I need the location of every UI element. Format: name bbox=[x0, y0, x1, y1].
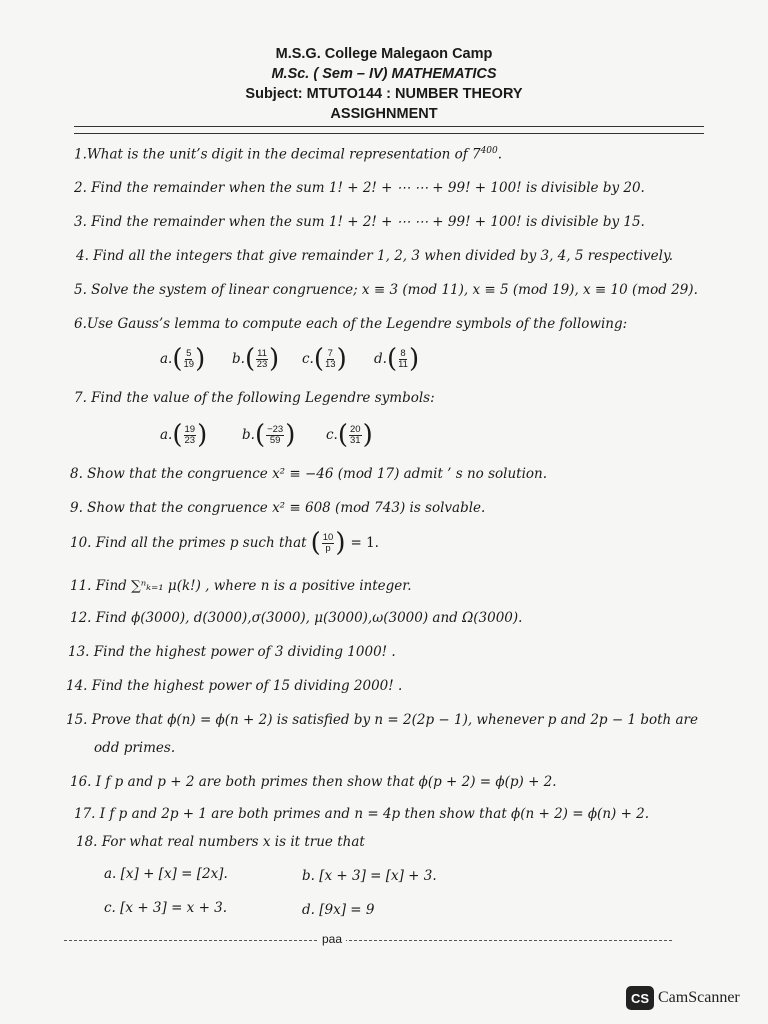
footer-divider bbox=[64, 940, 672, 941]
legendre-7c-den: 31 bbox=[350, 434, 361, 446]
camscanner-brand: CamScanner bbox=[658, 989, 740, 1006]
question-2: 2. Find the remainder when the sum 1! + 2! + ⋯ ⋯ + 99! + 100! is divisible by 20. bbox=[74, 180, 645, 196]
question-1 bbox=[74, 146, 502, 163]
legendre-6c: c. ( $\frac{7}{13}$ ) bbox=[302, 344, 347, 374]
question-18: 18. For what real numbers x is it true that bbox=[76, 834, 365, 850]
legendre-6d-label: d. bbox=[374, 351, 387, 367]
question-7: 7. Find the value of the following Legendre symbols: bbox=[74, 390, 435, 406]
legendre-6a: a. ( $\frac{5}{19}$ ) bbox=[160, 344, 206, 374]
question-9: 9. Show that the congruence x² ≡ 608 (mod 743) is solvable. bbox=[70, 500, 486, 516]
question-18b: b. [x + 3] = [x] + 3. bbox=[302, 868, 437, 884]
question-6: 6.Use Gauss’s lemma to compute each of the Legendre symbols of the following: bbox=[74, 316, 628, 332]
legendre-7a-label: a. bbox=[160, 427, 173, 443]
question-18a: a. [x] + [x] = [2x]. bbox=[104, 866, 228, 882]
question-10-den: p bbox=[325, 542, 331, 554]
legendre-6a-num: 5 bbox=[186, 347, 192, 359]
legendre-7b-den: 59 bbox=[269, 434, 281, 446]
legendre-6d-num: 8 bbox=[400, 347, 406, 359]
question-1-exponent: 400 bbox=[480, 146, 498, 156]
question-15: 15. Prove that ϕ(n) = ϕ(n + 2) is satisfied by n = 2(2p − 1), whenever p and 2p − 1 both are bbox=[66, 712, 698, 728]
legendre-7b: b. ( $\frac{-23}{59}$ ) bbox=[242, 420, 296, 450]
subject-title: Subject: MTUTO144 : NUMBER THEORY bbox=[245, 86, 523, 102]
legendre-6b-den: 23 bbox=[256, 358, 268, 370]
legendre-6b-label: b. bbox=[232, 351, 245, 367]
question-13: 13. Find the highest power of 3 dividing 1000! . bbox=[68, 644, 396, 660]
question-14: 14. Find the highest power of 15 dividing 2000! . bbox=[66, 678, 403, 694]
question-17: 17. I f p and 2p + 1 are both primes and n = 4p then show that ϕ(n + 2) = ϕ(n) + 2. bbox=[74, 806, 650, 822]
question-3: 3. Find the remainder when the sum 1! + 2! + ⋯ ⋯ + 99! + 100! is divisible by 15. bbox=[74, 214, 645, 230]
question-4: 4. Find all the integers that give remainder 1, 2, 3 when divided by 3, 4, 5 respectively. bbox=[76, 248, 674, 264]
legendre-7b-num: −23 bbox=[267, 423, 284, 435]
camscanner-watermark bbox=[626, 986, 740, 1010]
legendre-6a-den: 19 bbox=[183, 358, 195, 370]
camscanner-logo-icon: CS bbox=[626, 986, 654, 1010]
legendre-6c-den: 13 bbox=[325, 358, 336, 370]
question-11: 11. Find ∑ⁿₖ₌₁ μ(k!) , where n is a positive integer. bbox=[70, 578, 412, 594]
question-18d: d. [9x] = 9 bbox=[302, 902, 375, 918]
legendre-6d-den: 11 bbox=[398, 358, 408, 370]
legendre-6c-label: c. bbox=[302, 351, 314, 367]
question-1-tail: . bbox=[497, 146, 503, 163]
college-name: M.S.G. College Malegaon Camp bbox=[275, 46, 493, 62]
question-5: 5. Solve the system of linear congruence; x ≡ 3 (mod 11), x ≡ 5 (mod 19), x ≡ 10 (mod 29). bbox=[74, 282, 698, 298]
course-title: M.Sc. ( Sem – IV) MATHEMATICS bbox=[271, 66, 497, 82]
question-10-num: 10 bbox=[322, 531, 334, 543]
legendre-7a-num: 19 bbox=[184, 423, 196, 435]
legendre-6b-num: 11 bbox=[257, 347, 267, 359]
legendre-7a: a. ( $\frac{19}{23}$ ) bbox=[160, 420, 208, 450]
question-8: 8. Show that the congruence x² ≡ −46 (mod 17) admit ’ s no solution. bbox=[70, 466, 548, 482]
question-10-post: = 1. bbox=[350, 535, 379, 551]
question-10-pre: 10. Find all the primes p such that bbox=[70, 535, 307, 551]
footer-mark: paa bbox=[318, 932, 346, 946]
legendre-6c-num: 7 bbox=[327, 347, 333, 359]
question-16: 16. I f p and p + 2 are both primes then show that ϕ(p + 2) = ϕ(p) + 2. bbox=[70, 774, 557, 790]
legendre-7a-den: 23 bbox=[184, 434, 196, 446]
legendre-7c-label: c. bbox=[326, 427, 338, 443]
question-18c: c. [x + 3] = x + 3. bbox=[104, 900, 228, 916]
question-15-continuation: odd primes. bbox=[94, 740, 176, 756]
question-12: 12. Find ϕ(3000), d(3000),σ(3000), μ(3000),ω(3000) and Ω(3000). bbox=[70, 610, 523, 626]
legendre-6d: d. ( $\frac{8}{11}$ ) bbox=[374, 344, 420, 374]
assignment-title: ASSIGHNMENT bbox=[330, 106, 438, 122]
header-separator bbox=[74, 126, 704, 134]
question-10: 10. Find all the primes p such that ( $\frac{10}{p}$ ) = 1. bbox=[70, 528, 379, 558]
legendre-6a-label: a. bbox=[160, 351, 173, 367]
question-1-text: 1.What is the unit’s digit in the decimal representation of 7 bbox=[74, 146, 481, 163]
legendre-7b-label: b. bbox=[242, 427, 255, 443]
legendre-7c: c. ( $\frac{20}{31}$ ) bbox=[326, 420, 373, 450]
legendre-7c-num: 20 bbox=[350, 423, 361, 435]
legendre-6b: b. ( $\frac{11}{23}$ ) bbox=[232, 344, 280, 374]
